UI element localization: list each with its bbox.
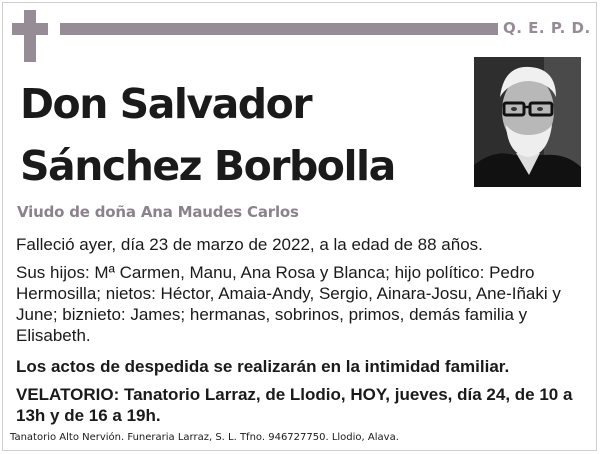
death-date-line: Falleció ayer, día 23 de marzo de 2022, a la edad de 88 años. — [16, 235, 483, 254]
deceased-name-line2: Sánchez Borbolla — [20, 142, 395, 190]
cross-icon-vertical — [24, 10, 36, 62]
funeral-home-footer: Tanatorio Alto Nervión. Funeraria Larraz, S. L. Tfno. 946727750. Llodio, Alava. — [10, 432, 399, 443]
family-members-paragraph: Sus hijos: Mª Carmen, Manu, Ana Rosa y Blanca; hijo político: Pedro Hermosilla; nietos: Héctor, Amaia-Andy, Sergio, Ainara-Josu, Ane-Iñaki y June; biznieto: James; hermanas, sobrinos, primos, demás familia y Elisabeth. — [16, 263, 561, 345]
deceased-name-line1: Don Salvador — [20, 80, 312, 128]
velatorio-notice: VELATORIO: Tanatorio Larraz, de Llodio, HOY, jueves, día 24, de 10 a 13h y de 16 a 19h. — [16, 385, 573, 425]
header-bar — [60, 23, 498, 35]
qepd-label: Q. E. P. D. — [503, 19, 591, 37]
widower-of-line: Viudo de doña Ana Maudes Carlos — [17, 203, 299, 221]
portrait-photo — [474, 57, 581, 187]
cross-icon-horizontal — [12, 23, 48, 35]
farewell-notice: Los actos de despedida se realizarán en la intimidad familiar. — [16, 357, 510, 376]
portrait-photo-icon — [474, 57, 581, 187]
